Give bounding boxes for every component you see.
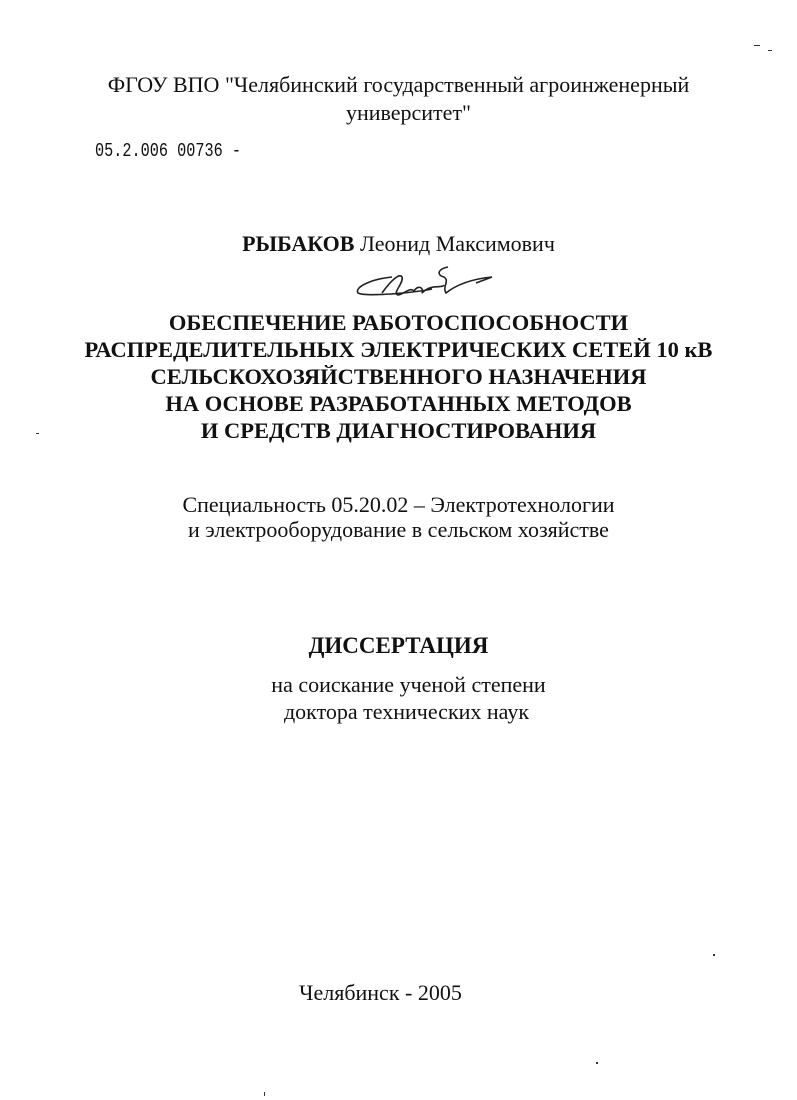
specialty-line-1: Специальность 05.20.02 – Электротехнологии bbox=[182, 492, 615, 517]
scan-speck bbox=[754, 45, 760, 46]
signature-image bbox=[352, 263, 502, 303]
author-given-names: Леонид Максимович bbox=[354, 231, 555, 256]
scan-speck bbox=[36, 433, 39, 434]
title-line-4: НА ОСНОВЕ РАЗРАБОТАННЫХ МЕТОДОВ bbox=[165, 391, 632, 416]
title-line-5: И СРЕДСТВ ДИАГНОСТИРОВАНИЯ bbox=[200, 418, 597, 443]
author-surname: РЫБАКОВ bbox=[242, 231, 355, 256]
work-type: ДИССЕРТАЦИЯ bbox=[308, 633, 489, 658]
institution-line-2: университет" bbox=[345, 100, 472, 125]
title-line-1: ОБЕСПЕЧЕНИЕ РАБОТОСПОСОБНОСТИ bbox=[168, 310, 629, 335]
place-year: Челябинск - 2005 bbox=[299, 980, 462, 1005]
scan-speck bbox=[264, 1092, 265, 1096]
scan-speck bbox=[713, 954, 715, 956]
institution-line-1: ФГОУ ВПО "Челябинский государственный агроинженерный bbox=[107, 72, 690, 97]
author-name bbox=[0, 231, 797, 257]
scan-speck bbox=[768, 50, 772, 51]
degree-line-1: на соискание ученой степени bbox=[271, 672, 546, 697]
title-line-2: РАСПРЕДЕЛИТЕЛЬНЫХ ЭЛЕКТРИЧЕСКИХ СЕТЕЙ 10 кВ bbox=[84, 337, 713, 362]
title-line-3: СЕЛЬСКОХОЗЯЙСТВЕННОГО НАЗНАЧЕНИЯ bbox=[150, 364, 647, 389]
registry-number: 05.2.006 00736 - bbox=[95, 140, 241, 162]
specialty-line-2: и электрооборудование в сельском хозяйстве bbox=[188, 517, 609, 542]
scan-speck bbox=[596, 1062, 598, 1064]
degree-line-2: доктора технических наук bbox=[283, 699, 530, 724]
